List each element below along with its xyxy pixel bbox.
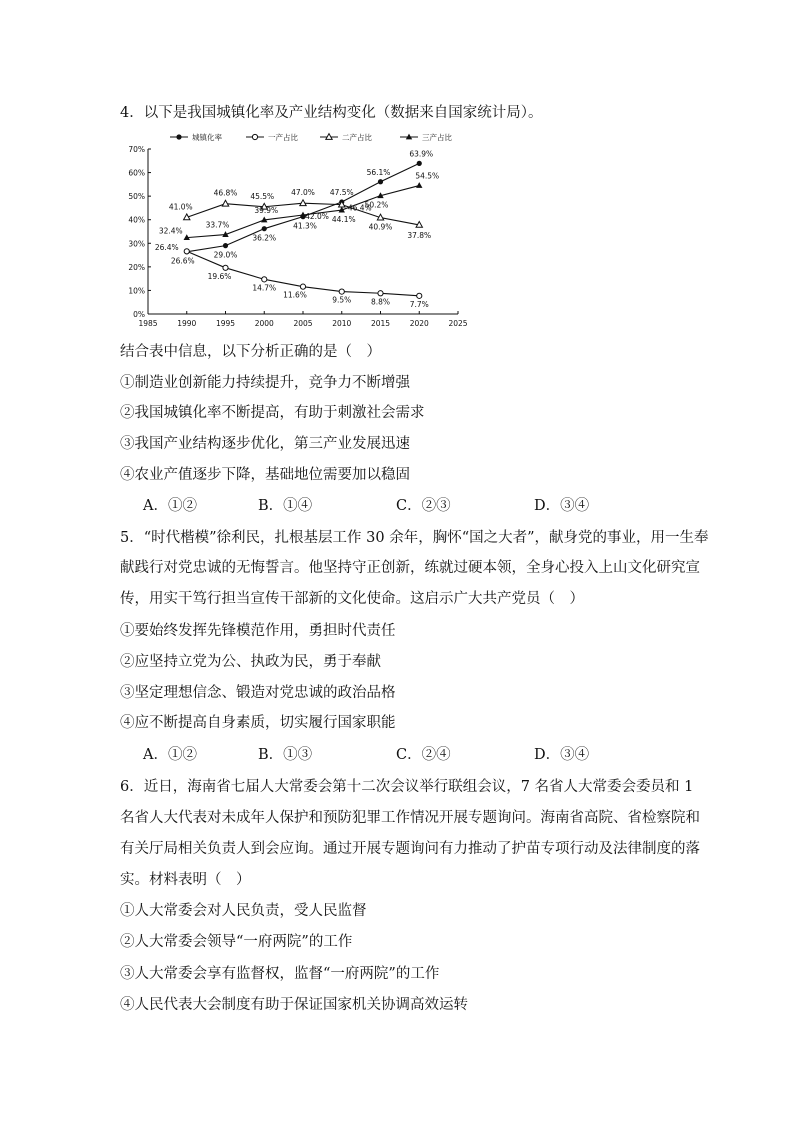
x-tick-label: 2010 <box>332 319 352 328</box>
q6-item-1: ①人大常委会对人民负责，受人民监督 <box>120 903 367 919</box>
y-tick-label: 50% <box>128 192 145 202</box>
legend-marker <box>176 134 181 139</box>
data-point <box>262 277 267 282</box>
data-point <box>222 200 228 206</box>
data-label: 42.0% <box>305 212 329 221</box>
data-label: 37.8% <box>407 230 432 240</box>
data-label: 46.8% <box>213 188 238 198</box>
y-tick-label: 60% <box>128 168 145 178</box>
data-point <box>262 226 267 231</box>
q6-item-3: ③人大常委会享有监督权，监督“一府两院”的工作 <box>120 966 440 982</box>
q5-item-1: ①要始终发挥先锋模范作用，勇担时代责任 <box>120 623 396 639</box>
data-label: 40.9% <box>368 222 393 232</box>
data-label: 36.2% <box>252 233 277 243</box>
data-label: 26.6% <box>170 256 195 266</box>
data-point <box>339 289 344 294</box>
q5-item-3: ③坚定理想信念、锻造对党忠诚的政治品格 <box>120 685 396 701</box>
data-label: 39.9% <box>254 205 279 215</box>
q4-option-a[interactable]: A．①② <box>143 498 197 514</box>
data-label: 50.2% <box>364 200 389 210</box>
y-tick-label: 70% <box>128 145 145 154</box>
data-label: 46.4% <box>347 203 372 213</box>
data-point <box>223 265 228 270</box>
q5-stem-line-1: 5．“时代楷模”徐利民，扎根基层工作 30 余年，胸怀“国之大者”，献身党的事业，用一生奉 <box>120 530 709 546</box>
data-point <box>417 161 422 166</box>
q6-stem-line-2: 名省人大代表对未成年人保护和预防犯罪工作情况开展专题询问。海南省高院、省检察院和 <box>120 810 700 826</box>
legend-label: 三产占比 <box>422 133 452 142</box>
x-tick-label: 2020 <box>409 319 429 328</box>
data-label: 14.7% <box>252 283 277 293</box>
data-point <box>300 200 306 206</box>
q4-prompt: 结合表中信息，以下分析正确的是（ ） <box>120 344 381 360</box>
x-tick-label: 2005 <box>293 319 313 328</box>
q5-option-c[interactable]: C．②④ <box>396 747 451 763</box>
y-tick-label: 0% <box>133 310 145 319</box>
data-label: 32.4% <box>158 226 183 236</box>
y-tick-label: 30% <box>128 239 145 249</box>
q4-option-d[interactable]: D．③④ <box>534 498 590 514</box>
data-label: 63.9% <box>409 149 434 159</box>
q6-item-4: ④人民代表大会制度有助于保证国家机关协调高效运转 <box>120 997 468 1013</box>
data-label: 54.5% <box>415 171 440 181</box>
x-tick-label: 1985 <box>138 319 158 328</box>
data-label: 47.0% <box>291 188 315 198</box>
q6-stem-line-4: 实。材料表明（ ） <box>120 872 251 888</box>
q4-item-1: ①制造业创新能力持续提升，竞争力不断增强 <box>120 375 410 391</box>
data-label: 56.1% <box>366 167 391 177</box>
data-label: 9.5% <box>332 295 352 305</box>
data-label: 33.7% <box>205 220 230 230</box>
q5-item-2: ②应坚持立党为公、执政为民，勇于奉献 <box>120 654 381 670</box>
data-point <box>416 182 422 188</box>
x-tick-label: 1995 <box>215 319 236 328</box>
data-point <box>223 243 228 248</box>
data-label: 8.8% <box>370 297 391 307</box>
q5-stem-line-2: 献践行对党忠诚的无悔誓言。他坚持守正创新，练就过硬本领，全身心投入上山文化研究宣 <box>120 560 700 576</box>
legend-label: 城镇化率 <box>192 133 222 142</box>
legend-marker <box>252 134 257 139</box>
q4-option-b[interactable]: B．①④ <box>258 498 313 514</box>
q4-item-3: ③我国产业结构逐步优化，第三产业发展迅速 <box>120 436 410 452</box>
data-point <box>378 179 383 184</box>
q5-stem-line-3: 传，用实干笃行担当宣传干部新的文化使命。这启示广大共产党员（ ） <box>120 591 584 607</box>
x-tick-label: 2000 <box>254 319 274 328</box>
data-label: 41.3% <box>293 221 317 231</box>
q5-option-b[interactable]: B．①③ <box>258 747 313 763</box>
data-point <box>378 291 383 296</box>
urbanization-industry-chart <box>118 127 478 339</box>
y-tick-label: 40% <box>128 215 145 225</box>
q6-stem-line-1: 6．近日，海南省七届人大常委会第十二次会议举行联组会议，7 名省人大常委会委员和 1 <box>120 779 694 795</box>
data-label: 26.4% <box>154 242 179 252</box>
data-label: 45.5% <box>250 191 275 201</box>
q5-option-d[interactable]: D．③④ <box>534 747 590 763</box>
y-tick-label: 20% <box>128 262 145 272</box>
legend-label: 二产占比 <box>342 133 372 142</box>
data-label: 44.1% <box>331 215 356 225</box>
q6-stem-line-3: 有关厅局相关负责人到会应询。通过开展专题询问有力推动了护苗专项行动及法律制度的落 <box>120 841 700 857</box>
q4-stem: 4．以下是我国城镇化率及产业结构变化（数据来自国家统计局）。 <box>120 105 543 121</box>
data-label: 11.6% <box>283 290 307 300</box>
q5-option-a[interactable]: A．①② <box>143 747 197 763</box>
q4-option-c[interactable]: C．②③ <box>396 498 451 514</box>
data-point <box>184 249 189 254</box>
x-tick-label: 2025 <box>448 319 468 328</box>
q5-item-4: ④应不断提高自身素质，切实履行国家职能 <box>120 715 396 731</box>
q6-item-2: ②人大常委会领导“一府两院”的工作 <box>120 934 353 950</box>
data-point <box>417 293 422 298</box>
x-tick-label: 1990 <box>177 319 197 328</box>
legend-label: 一产占比 <box>268 133 298 142</box>
q4-item-2: ②我国城镇化率不断提高，有助于刺激社会需求 <box>120 405 425 421</box>
data-label: 19.6% <box>207 271 232 281</box>
data-label: 7.7% <box>409 299 429 309</box>
x-tick-label: 2015 <box>370 319 391 328</box>
y-tick-label: 10% <box>128 286 145 296</box>
data-label: 47.5% <box>329 188 354 198</box>
data-label: 41.0% <box>168 202 193 212</box>
data-point <box>300 284 305 289</box>
q4-item-4: ④农业产值逐步下降，基础地位需要加以稳固 <box>120 467 410 483</box>
data-label: 29.0% <box>213 250 238 260</box>
